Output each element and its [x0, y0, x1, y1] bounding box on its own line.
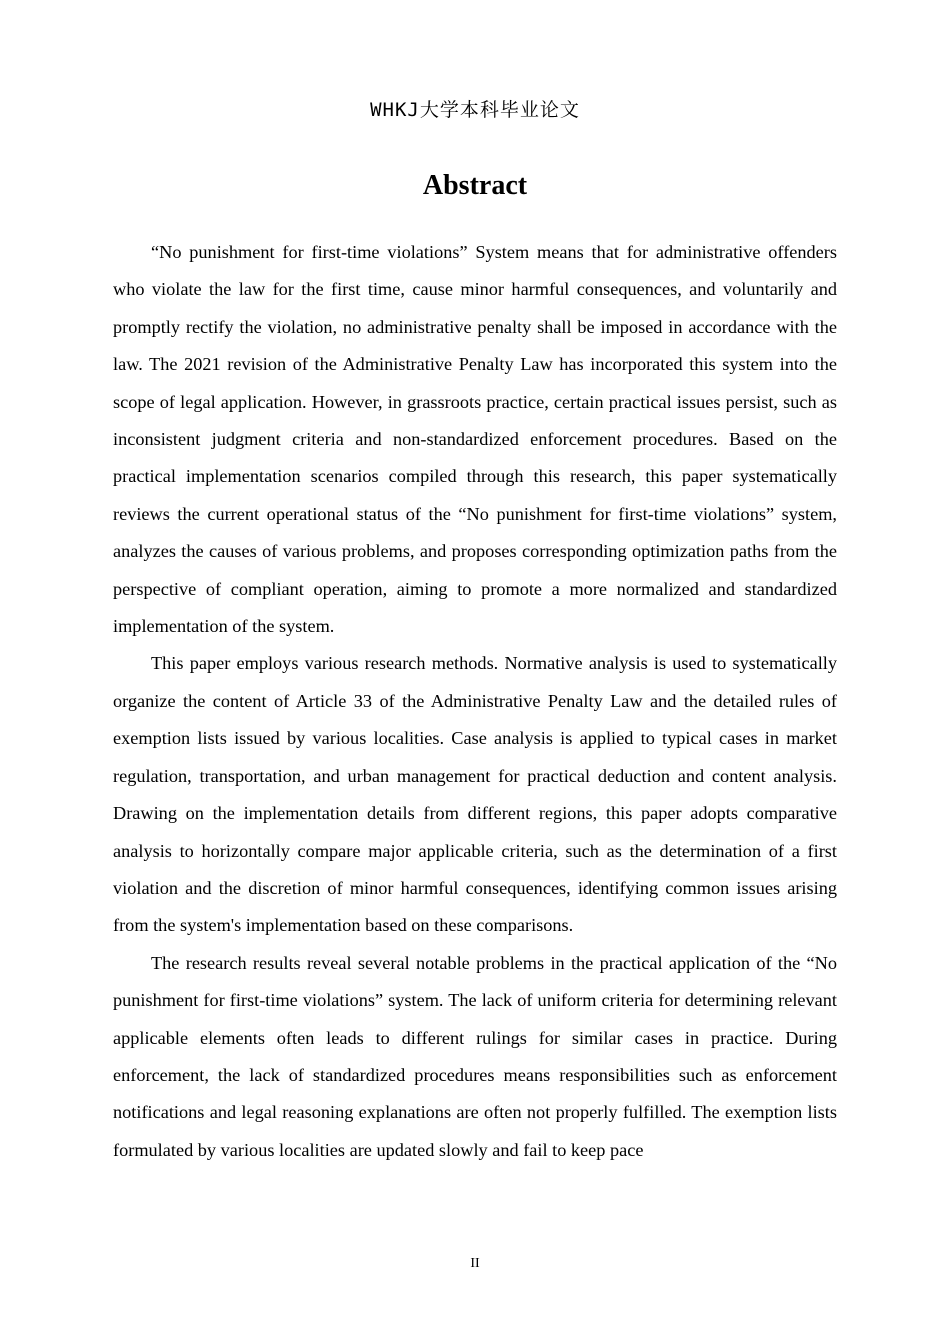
- abstract-paragraph-2: This paper employs various research methods. Normative analysis is used to systematically organize the content of Article 33 of the Administrative Penalty Law and the detailed rules of exemption lists issued by various localities. Case analysis is applied to typical cases in market regulation, transportation, and urban management for practical deduction and content analysis. Drawing on the implementation details from different regions, this paper adopts comparative analysis to horizontally compare major applicable criteria, such as the determination of a first violation and the discretion of minor harmful consequences, identifying common issues arising from the system's implementation based on these comparisons.: [113, 653, 837, 936]
- page-number: II: [470, 1256, 480, 1271]
- abstract-paragraph-3: The research results reveal several notable problems in the practical application of the “No punishment for first-time violations” system. The lack of uniform criteria for determining relevant applicable elements often leads to different rulings for similar cases in practice. During enforcement, the lack of standardized procedures means responsibilities such as enforcement notifications and legal reasoning explanations are often not properly fulfilled. The exemption lists formulated by various localities are updated slowly and fail to keep pace: [113, 952, 837, 1160]
- section-title: Abstract: [422, 170, 528, 201]
- abstract-paragraph-1: “No punishment for first-time violations” System means that for administrative offenders who violate the law for the first time, cause minor harmful consequences, and voluntarily and promptly rectify the violation, no administrative penalty shall be imposed in accordance with the law. The 2021 revision of the Administrative Penalty Law has incorporated this system into the scope of legal application. However, in grassroots practice, certain practical issues persist, such as inconsistent judgment criteria and non-standardized enforcement procedures. Based on the practical implementation scenarios compiled through this research, this paper systematically reviews the current operational status of the “No punishment for first-time violations” system, analyzes the causes of various problems, and proposes corresponding optimization paths from the perspective of compliant operation, aiming to promote a more normalized and standardized implementation of the system.: [113, 242, 837, 637]
- abstract-body: [113, 234, 837, 1169]
- running-header: WHKJ大学本科毕业论文: [370, 99, 580, 121]
